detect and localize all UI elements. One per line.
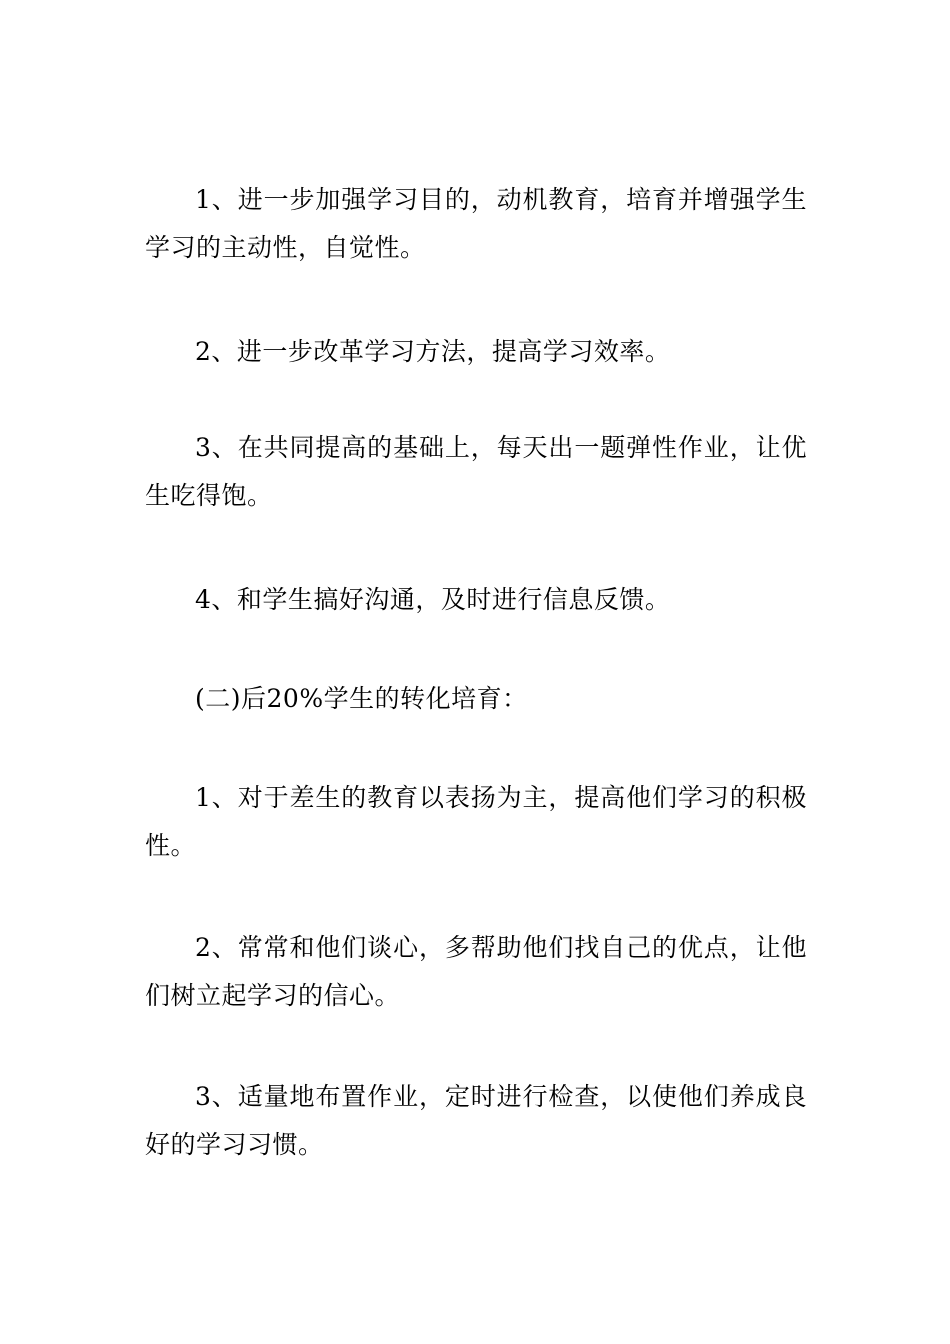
paragraph-5: 1、对于差生的教育以表扬为主，提高他们学习的积极性。 xyxy=(145,783,807,860)
paragraph-3: 3、在共同提高的基础上，每天出一题弹性作业，让优生吃得饱。 xyxy=(145,433,807,510)
paragraph-7: 3、适量地布置作业，定时进行检查，以使他们养成良好的学习习惯。 xyxy=(145,1082,807,1159)
paragraph-2: 2、进一步改革学习方法，提高学习效率。 xyxy=(195,337,671,366)
paragraph-4: 4、和学生搞好沟通，及时进行信息反馈。 xyxy=(195,585,671,614)
section-heading: (二)后20%学生的转化培育： xyxy=(195,684,528,713)
paragraph-6: 2、常常和他们谈心，多帮助他们找自己的优点，让他们树立起学习的信心。 xyxy=(145,933,807,1010)
paragraph-1: 1、进一步加强学习目的，动机教育，培育并增强学生学习的主动性，自觉性。 xyxy=(145,185,807,262)
